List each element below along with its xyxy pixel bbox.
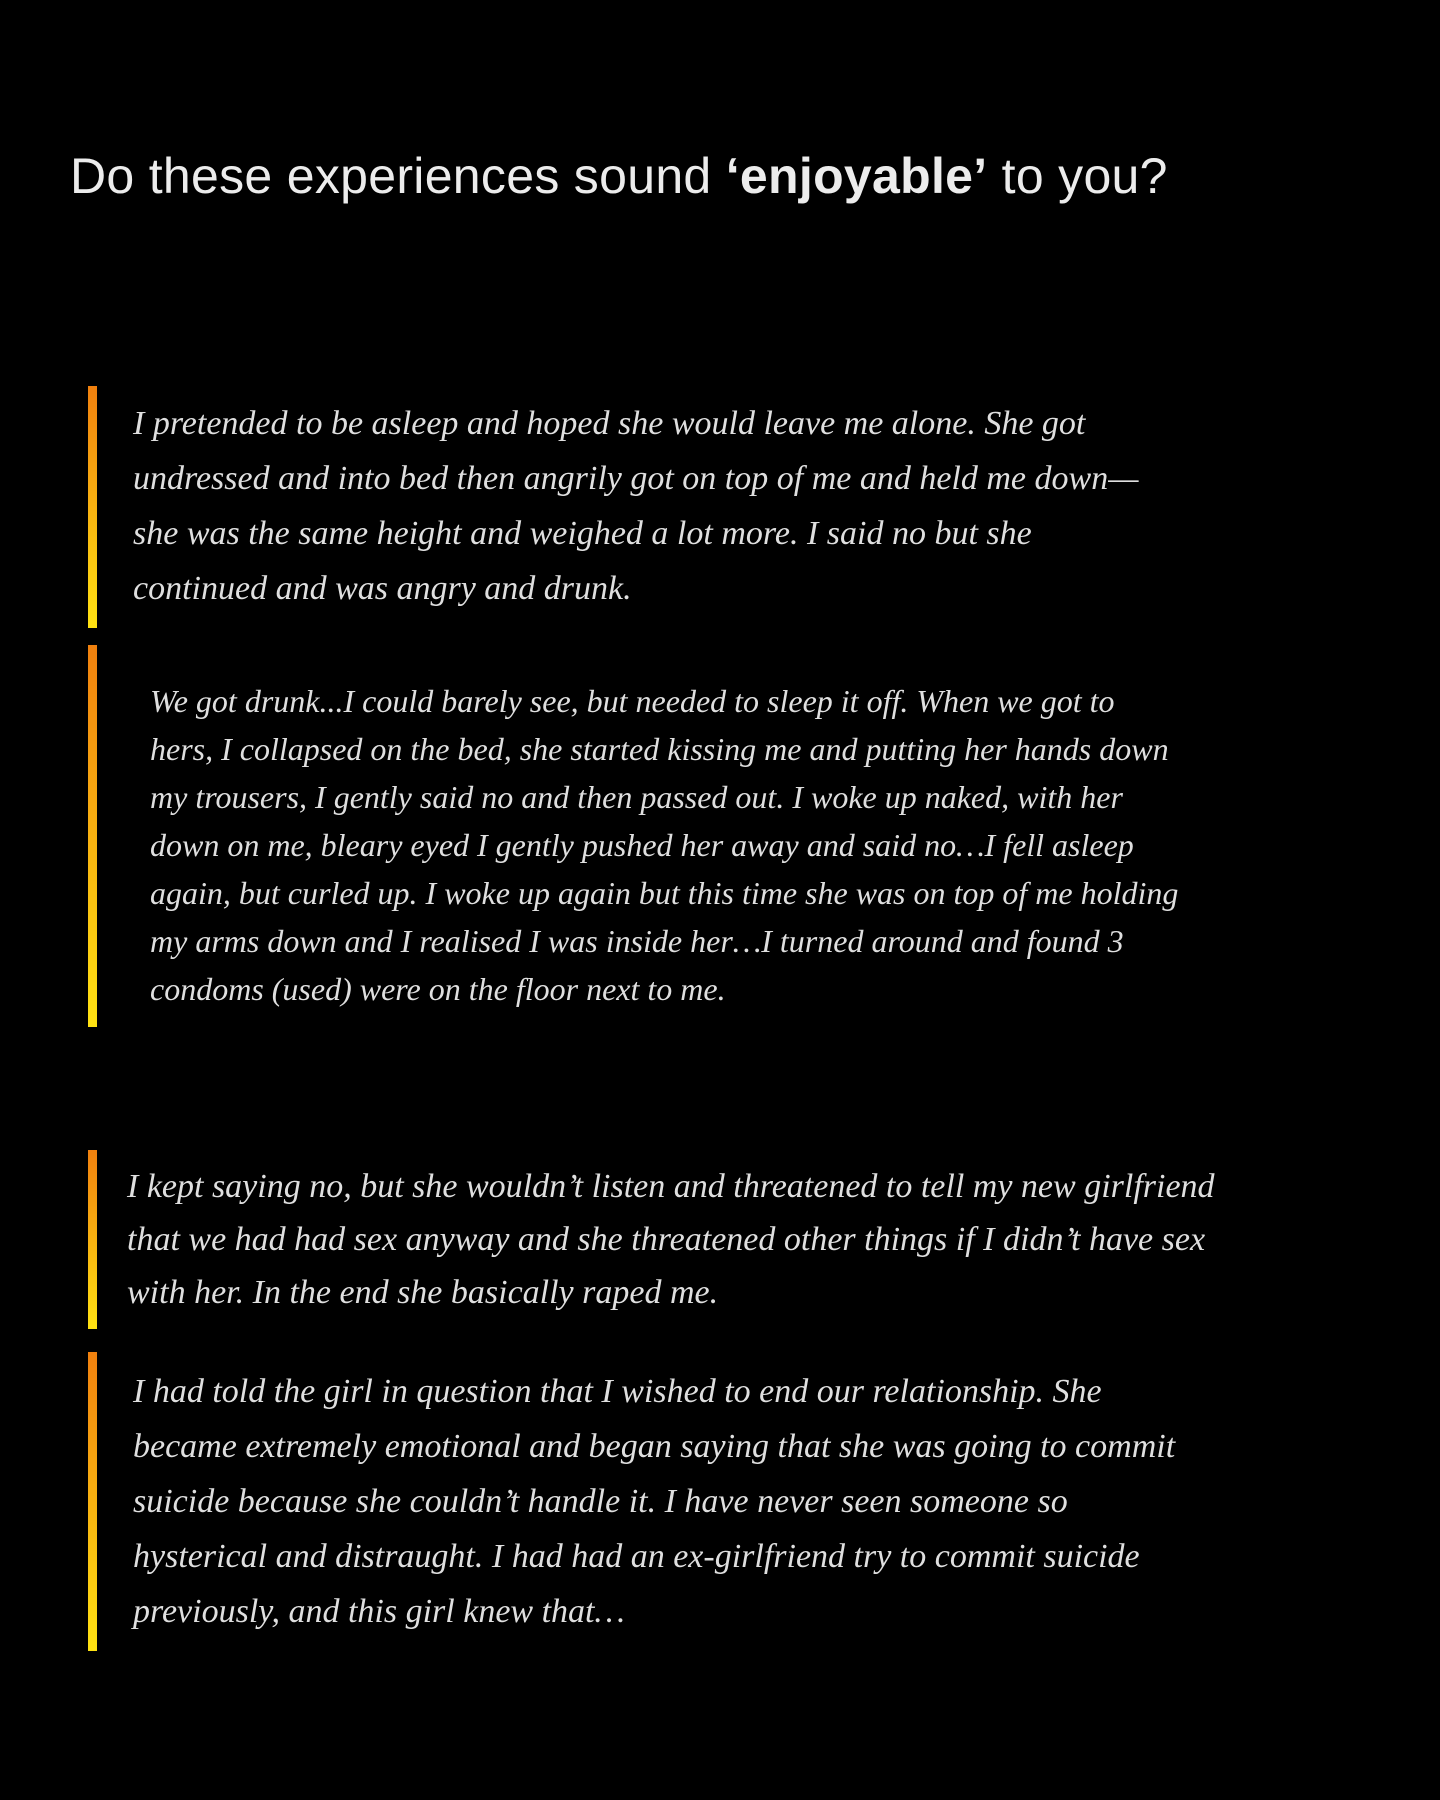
quote-block-1 <box>88 386 1173 628</box>
title-suffix: to you? <box>987 148 1168 204</box>
quote-text: I pretended to be asleep and hoped she would leave me alone. She got undressed and into bed then angrily got on top of me and held me down—she was the same height and weighed a lot more. I said no but she continued and was angry and drunk. <box>133 405 1139 607</box>
quote-block-3 <box>88 1150 1257 1329</box>
quote-text: I had told the girl in question that I wished to end our relationship. She became extremely emotional and began saying that she was going to commit suicide because she couldn’t handle it. I have never seen someone so hysterical and distraught. I had had an ex-girlfriend try to commit suicide previously, and this girl knew that… <box>133 1373 1176 1630</box>
title-highlight: ‘enjoyable’ <box>725 148 988 204</box>
page-title <box>70 146 1168 206</box>
quote-block-4 <box>88 1352 1193 1651</box>
quote-accent-bar <box>88 645 97 1027</box>
title-prefix: Do these experiences sound <box>70 148 726 204</box>
quote-accent-bar <box>88 386 97 628</box>
quote-text: I kept saying no, but she wouldn’t listen and threatened to tell my new girlfriend that we had had sex anyway and she threatened other things if I didn’t have sex with her. In the end she basically raped me. <box>127 1168 1215 1311</box>
quote-block-2 <box>88 645 1180 1027</box>
quote-accent-bar <box>88 1150 97 1329</box>
quote-accent-bar <box>88 1352 97 1651</box>
quote-text: We got drunk...I could barely see, but needed to sleep it off. When we got to hers, I collapsed on the bed, she started kissing me and putting her hands down my trousers, I gently said no and then passed out. I woke up naked, with her down on me, bleary eyed I gently pushed her away and said no…I fell asleep again, but curled up. I woke up again but this time she was on top of me holding my arms down and I realised I was inside her…I turned around and found 3 condoms (used) were on the floor next to me. <box>150 683 1179 1007</box>
